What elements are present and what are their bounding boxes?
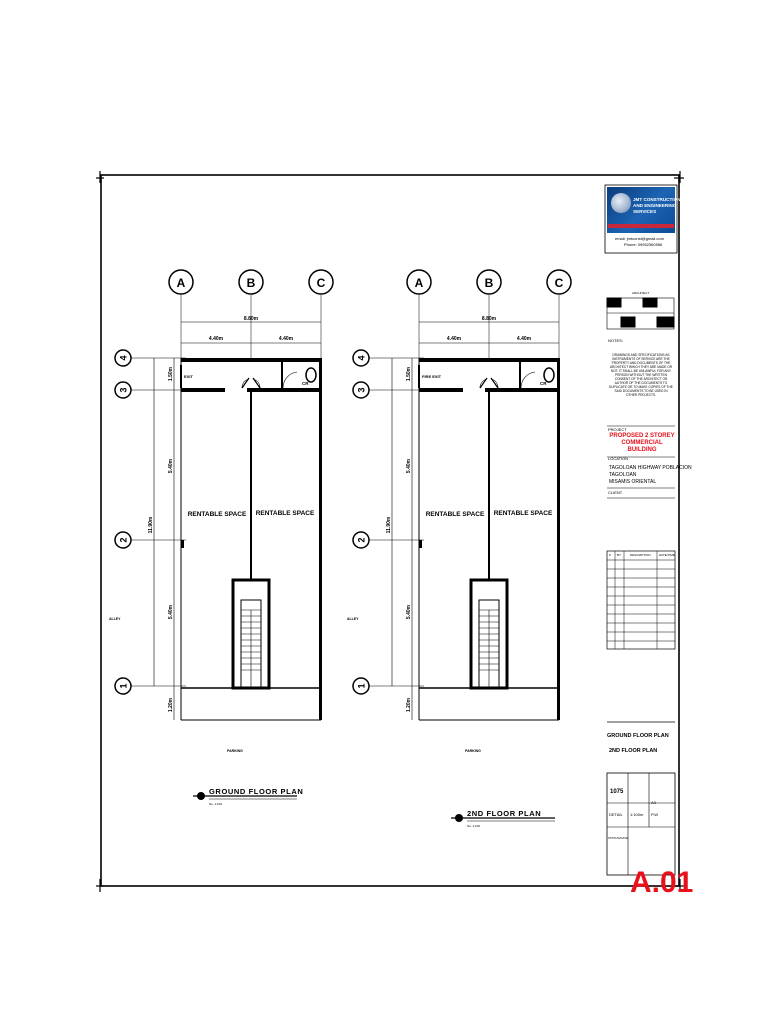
wall-right	[319, 358, 322, 720]
dim-depth-top: 1.50m	[406, 366, 412, 382]
dim-bay-width-2: 4.40m	[516, 336, 532, 342]
revision-header-no: #	[609, 553, 611, 557]
cr-door-swing	[283, 372, 297, 388]
paper-size: A3	[651, 800, 656, 805]
dim-bay-width-1: 4.40m	[208, 336, 224, 342]
dim-depth-top: 1.50m	[168, 366, 174, 382]
wall-corridor-right	[493, 388, 559, 392]
revision-header-by: BY	[617, 553, 622, 557]
sheet-number: A.01	[630, 866, 694, 899]
revision-header-date: DATE/TIME	[659, 553, 675, 557]
wall-stub	[419, 540, 422, 548]
grid-label-2: 2	[356, 537, 367, 543]
location-line1: TAGOLOAN HIGHWAY POBLACION	[609, 465, 692, 471]
exit-label: EXIT	[184, 374, 193, 379]
dim-overall-depth: 11.90m	[386, 516, 392, 534]
grid-label-A: A	[414, 276, 424, 290]
location-label: LOCATION	[608, 456, 629, 461]
wall-corridor-mid	[485, 388, 493, 392]
second-floor-plan	[347, 270, 571, 828]
rentable-space-right: RENTABLE SPACE	[255, 510, 315, 517]
revision-header-description: DESCRIPTION	[630, 553, 651, 557]
grid-label-1: 1	[118, 683, 129, 689]
plan-scale: No. 1:100	[209, 802, 223, 806]
rentable-space-right: RENTABLE SPACE	[493, 510, 553, 517]
grid-label-2: 2	[118, 537, 129, 543]
plan-title: GROUND FLOOR PLAN	[209, 787, 304, 796]
notes-label: NOTES:	[608, 338, 623, 343]
wall-right	[557, 358, 560, 720]
logo-accent-bar	[608, 224, 674, 228]
toilet-icon	[306, 368, 316, 382]
alley-label: ALLEY	[109, 617, 121, 621]
parking-label: PARKING	[465, 749, 481, 753]
grid-label-B: B	[246, 276, 256, 290]
project-label: PROJECT	[608, 427, 627, 432]
grid-label-4: 4	[118, 355, 129, 361]
grid-label-C: C	[554, 276, 564, 290]
scale-value: 1:100m	[630, 812, 644, 817]
title-block	[605, 185, 677, 875]
rentable-space-left: RENTABLE SPACE	[425, 511, 485, 518]
grid-label-1: 1	[356, 683, 367, 689]
company-name-line2: AND ENGINEERING	[633, 203, 677, 208]
company-phone: Phone: 09952360556	[624, 242, 663, 247]
detail-label: DETAIL	[609, 812, 623, 817]
wall-corridor-left	[181, 388, 225, 392]
partition-wall	[488, 392, 490, 582]
rentable-space-left: RENTABLE SPACE	[187, 511, 247, 518]
paper-orientation: P.W	[651, 812, 659, 817]
cr-label: CR	[302, 381, 309, 386]
job-number: 1075	[610, 789, 624, 795]
status-label: STATUS/DATE	[608, 836, 629, 840]
grid-label-A: A	[176, 276, 186, 290]
exit-label: FIRE EXIT	[422, 374, 442, 379]
plan-scale: No. 1:100	[467, 824, 481, 828]
wall-top	[181, 358, 321, 362]
alley-label: ALLEY	[347, 617, 359, 621]
parking-label: PARKING	[227, 749, 243, 753]
dim-depth-bottom: 1.20m	[406, 697, 412, 713]
notes-text: DRAWINGS AND SPECIFICATIONS AS INSTRUMENTS OF SERVICE ARE THE PROPERTY AND DOCUMENTS OF THE ARCHITECT WHICH THEY ARE MADE OR NOT. IT SHALL BE UNLAWFUL FOR ANY PERSON WITHOUT THE WRITTEN CONSENT OF THE ARCHITECT OR AUTHOR OF THE DOCUMENTS TO DUPLICATE OR TO MAKE COPIES OF THE SAID DOCUMENTS TO BE USED IN OTHER PROJECTS.	[609, 353, 673, 397]
wall-corridor-left	[419, 388, 463, 392]
client-label: CLIENT	[608, 490, 623, 495]
ground-floor-plan	[109, 270, 333, 806]
location-line2: TAGOLOAN	[609, 472, 637, 478]
project-name: PROPOSED 2 STOREY COMMERCIAL BUILDING	[609, 433, 675, 453]
location-line3: MISAMIS ORIENTAL	[609, 479, 657, 485]
dim-depth-upper: 5.40m	[168, 458, 174, 474]
architect-label: ARCHITECT	[632, 291, 650, 295]
cr-door-swing	[521, 372, 535, 388]
cr-wall	[281, 362, 283, 388]
sheet-contents-1: GROUND FLOOR PLAN	[607, 733, 669, 739]
company-name-line3: SERVICES	[633, 209, 657, 214]
dim-overall-width: 8.80m	[481, 316, 497, 322]
company-email: email: jmtconst@gmail.com	[615, 236, 664, 241]
wall-top	[419, 358, 559, 362]
wall-corridor-mid	[247, 388, 255, 392]
wall-corridor-right	[255, 388, 321, 392]
grid-label-B: B	[484, 276, 494, 290]
revision-rows	[607, 560, 675, 641]
sheet-contents-2: 2ND FLOOR PLAN	[609, 748, 658, 754]
dim-overall-depth: 11.90m	[148, 516, 154, 534]
dim-depth-bottom: 1.20m	[168, 697, 174, 713]
grid-label-3: 3	[118, 387, 129, 393]
dim-bay-width-1: 4.40m	[446, 336, 462, 342]
company-name-line1: JMT CONSTRUCTION	[633, 197, 681, 202]
dim-depth-lower: 5.40m	[168, 604, 174, 620]
plan-title: 2ND FLOOR PLAN	[467, 809, 542, 818]
wall-stub	[181, 540, 184, 548]
dim-overall-width: 8.80m	[243, 316, 259, 322]
dim-bay-width-2: 4.40m	[278, 336, 294, 342]
partition-wall	[250, 392, 252, 582]
revision-table	[607, 551, 675, 649]
grid-label-3: 3	[356, 387, 367, 393]
dim-depth-lower: 5.40m	[406, 604, 412, 620]
cr-wall	[519, 362, 521, 388]
cr-label: CR	[540, 381, 547, 386]
grid-label-C: C	[316, 276, 326, 290]
dim-depth-upper: 5.40m	[406, 458, 412, 474]
toilet-icon	[544, 368, 554, 382]
satellite-dish-icon	[611, 193, 631, 213]
grid-label-4: 4	[356, 355, 367, 361]
